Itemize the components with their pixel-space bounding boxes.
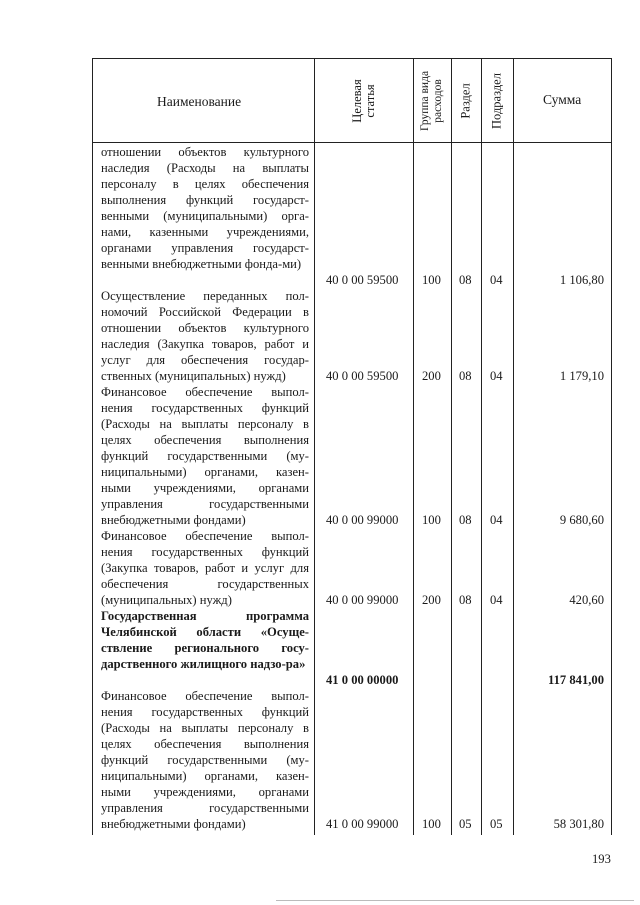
row-article: 40 0 00 99000: [326, 593, 399, 607]
col-divider: [314, 59, 315, 835]
row-section: 08: [459, 593, 472, 607]
row-section: 08: [459, 273, 472, 287]
row-sum: 420,60: [569, 593, 604, 607]
row-sum: 9 680,60: [559, 513, 604, 527]
row-group: 100: [422, 817, 441, 831]
budget-table: [92, 58, 612, 835]
row-group: 100: [422, 273, 441, 287]
row-name: отношении объектов культурного наследия (Расходы на выплаты персоналу в целях обеспечения выполнения функций государст-венными (муниципальными) орга-нами, казенными учреждениями, органами управления государст-венными внебюджетными фонда-ми): [101, 145, 309, 271]
page-number: 193: [592, 852, 611, 866]
header-name: Наименование: [157, 94, 242, 109]
row-sum: 58 301,80: [553, 817, 604, 831]
row-article: 40 0 00 59500: [326, 369, 399, 383]
row-subsection: 04: [490, 513, 503, 527]
row-name: Финансовое обеспечение выпол-нения государственных функций (Закупка товаров, работ и услуг для обеспечения государственных (муниципальных) нужд): [101, 529, 309, 607]
row-section: 08: [459, 513, 472, 527]
row-section: 08: [459, 369, 472, 383]
row-sum: 117 841,00: [548, 673, 604, 687]
row-group: 100: [422, 513, 441, 527]
row-subsection: 04: [490, 273, 503, 287]
row-article: 40 0 00 99000: [326, 513, 399, 527]
row-sum: 1 179,10: [559, 369, 604, 383]
header-sum: Сумма: [543, 92, 582, 107]
row-subsection: 04: [490, 369, 503, 383]
col-divider: [413, 59, 414, 835]
row-article: 41 0 00 00000: [326, 673, 399, 687]
header-subsection: Подраздел: [489, 73, 504, 129]
row-subsection: 04: [490, 593, 503, 607]
row-subsection: 05: [490, 817, 503, 831]
row-group: 200: [422, 369, 441, 383]
row-name: Финансовое обеспечение выпол-нения государственных функций (Расходы на выплаты персоналу в целях обеспечения выполнения функций государственными (му-ниципальными) органами, казен-ными учреждениями, органами управления государственными внебюджетными фондами): [101, 385, 309, 527]
row-article: 41 0 00 99000: [326, 817, 399, 831]
col-divider: [451, 59, 452, 835]
header-divider: [93, 142, 611, 143]
row-name: Государственная программа Челябинской области «Осуще-ствление регионального госу-дарственного жилищного надзо-ра»: [101, 609, 309, 671]
row-article: 40 0 00 59500: [326, 273, 399, 287]
col-divider: [481, 59, 482, 835]
row-sum: 1 106,80: [559, 273, 604, 287]
row-section: 05: [459, 817, 472, 831]
row-group: 200: [422, 593, 441, 607]
row-name: Финансовое обеспечение выпол-нения государственных функций (Расходы на выплаты персоналу в целях обеспечения выполнения функций государственными (му-ниципальными) органами, казен-ными учреждениями, органами управления государственными внебюджетными фондами): [101, 689, 309, 831]
header-section: Раздел: [458, 83, 473, 119]
header-expense-group: Группа вида расходов: [419, 70, 444, 132]
row-name: Осуществление переданных пол-номочий Российской Федерации в отношении объектов культурного наследия (Закупка товаров, работ и услуг для обеспечения государ-ственных (муниципальных) нужд): [101, 289, 309, 383]
header-target-article: Целевая статья: [350, 79, 377, 123]
footer-rule: [276, 900, 634, 901]
col-divider: [513, 59, 514, 835]
